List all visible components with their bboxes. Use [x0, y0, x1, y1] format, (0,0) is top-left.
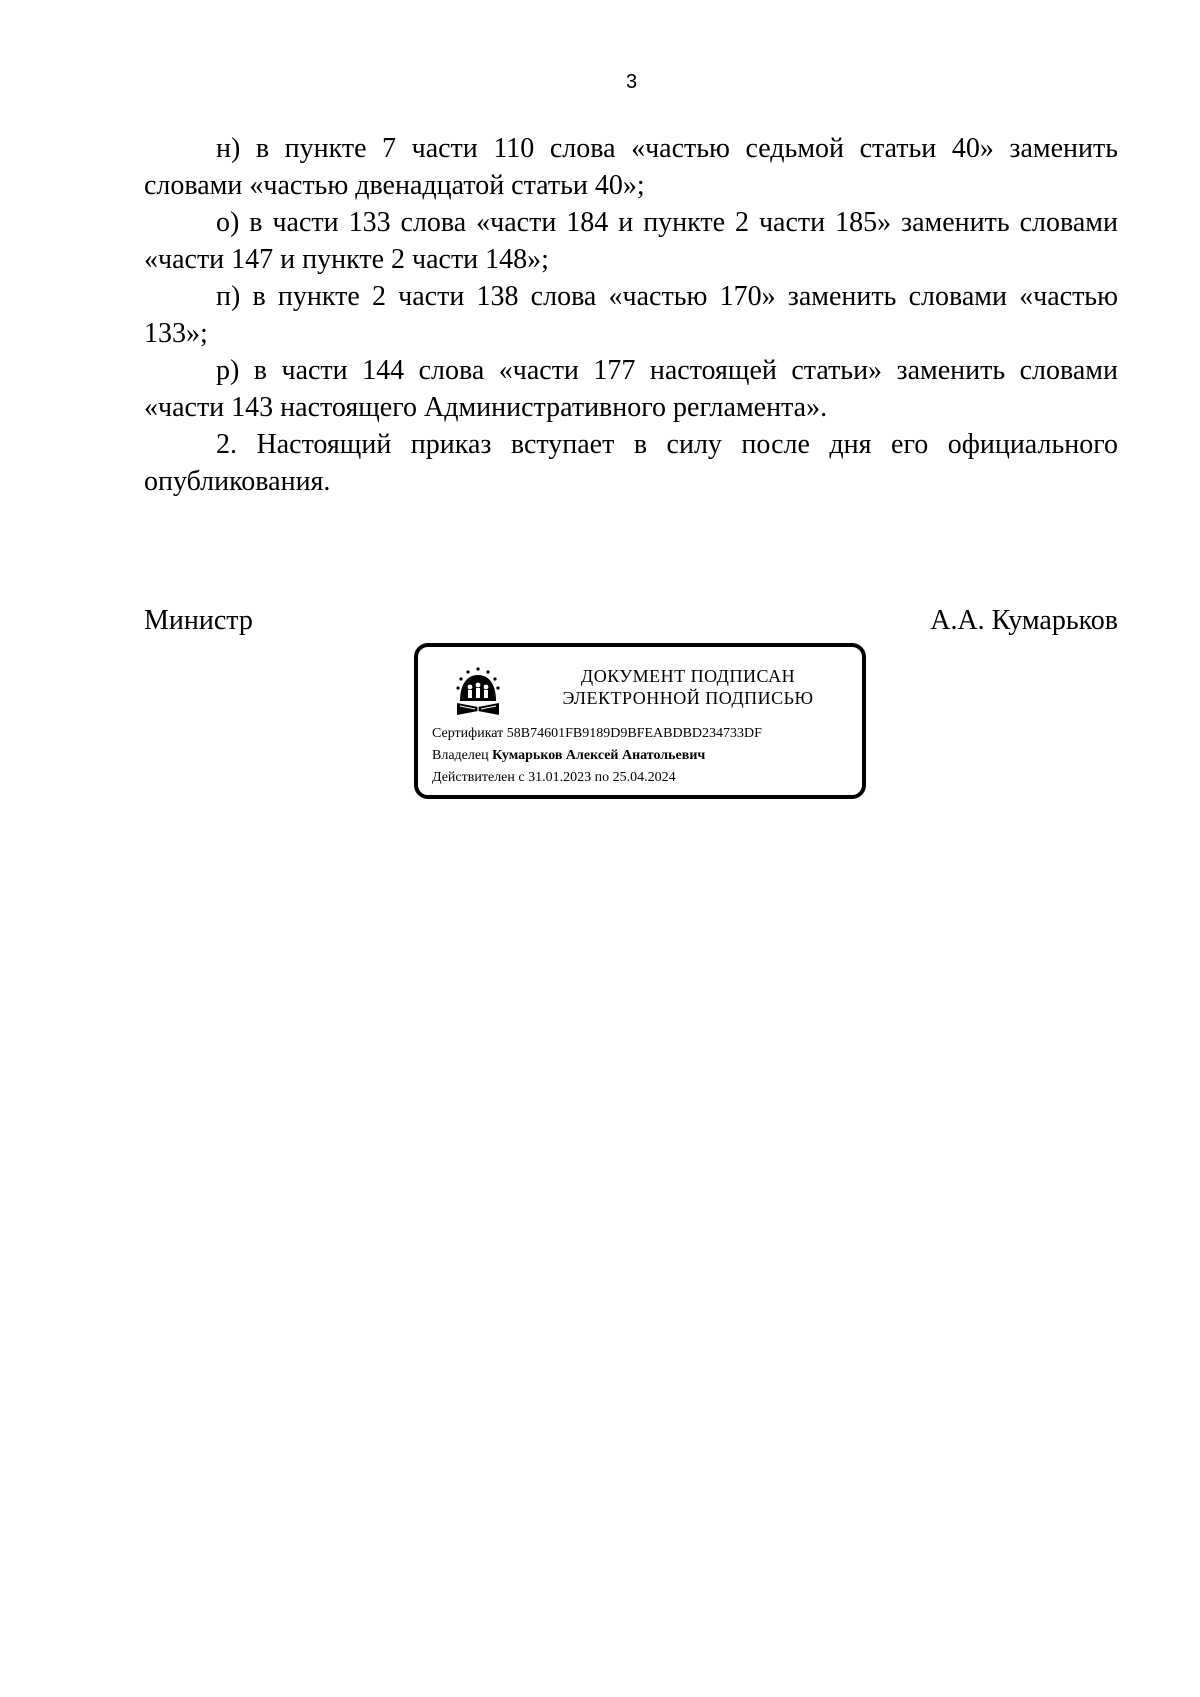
page-number: 3 — [625, 71, 638, 93]
valid-to-label: по — [594, 770, 610, 785]
stamp-title-line2: ЭЛЕКТРОННОЙ ПОДПИСЬЮ — [562, 688, 814, 708]
coat-of-arms-icon — [454, 665, 502, 717]
signer-name: А.А. Кумарьков — [930, 605, 1118, 636]
paragraph-effective-date: 2. Настоящий приказ вступает в силу после дня его официального опубликования. — [144, 429, 1118, 497]
paragraph-item-n: н) в пункте 7 части 110 слова «частью седьмой статьи 40» заменить словами «частью двенадцатой статьи 40»; — [144, 133, 1118, 201]
valid-from-label: Действителен с — [432, 770, 525, 785]
paragraph-item-p: п) в пункте 2 части 138 слова «частью 170» заменить словами «частью 133»; — [144, 281, 1118, 349]
stamp-title-line1: ДОКУМЕНТ ПОДПИСАН — [580, 666, 796, 686]
owner-row — [432, 747, 852, 765]
stamp-title — [528, 665, 848, 709]
certificate-row — [432, 725, 852, 743]
paragraph-item-o: о) в части 133 слова «части 184 и пункте 2 части 185» заменить словами «части 147 и пункте 2 части 148»; — [144, 207, 1118, 275]
electronic-signature-stamp — [414, 643, 866, 799]
owner-label: Владелец — [432, 748, 489, 763]
validity-row — [432, 769, 852, 787]
valid-to-date: 25.04.2024 — [612, 770, 676, 785]
paragraph-item-r: р) в части 144 слова «части 177 настоящей статьи» заменить словами «части 143 настоящего Административного регламента». — [144, 355, 1118, 423]
owner-value: Кумарьков Алексей Анатольевич — [492, 748, 706, 763]
signer-position: Министр — [144, 605, 253, 636]
valid-from-date: 31.01.2023 — [528, 770, 592, 785]
document-body — [144, 130, 1118, 500]
signature-line — [144, 602, 1118, 642]
certificate-value: 58B74601FB9189D9BFEABDBD234733DF — [506, 726, 762, 741]
certificate-label: Сертификат — [432, 726, 504, 741]
